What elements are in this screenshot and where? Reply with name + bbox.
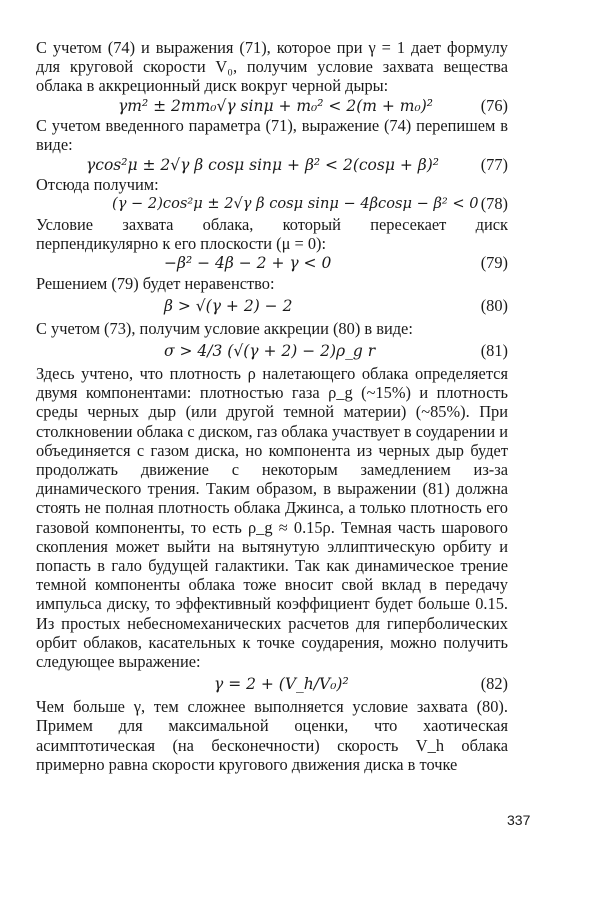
paragraph-5: Решением (79) будет неравенство: [36, 273, 275, 293]
equation-82-number: (82) [480, 674, 508, 694]
paragraph-6: С учетом (73), получим условие аккреции (80) в виде: [36, 318, 413, 338]
paragraph-8: Чем больше γ, тем сложнее выполняется условие захвата (80). Примем для максимальной оценки, что хаотическая асимптотическая (на бесконечности) скорость V_h облака примерно равна скорости кругового движения диска в точке [36, 697, 508, 774]
equation-82 [36, 671, 508, 697]
equation-81 [36, 338, 508, 364]
equation-79 [36, 253, 508, 274]
paragraph-7: Здесь учтено, что плотность ρ налетающего облака определяется двумя компонентами: плотностью газа ρ_g (~15%) и плотность среды черных дыр (или другой темной материи) (~85%). При столкновении облака с диском, газ облака участвует в соударении и объединяется с газом диска, но компонента из черных дыр будет продолжать движение с некоторым замедлением из-за динамического трения. Таким образом, в выражении (81) должна стоять не полная плотность облака Джинса, а только плотность его газовой компоненты, то есть ρ_g ≈ 0.15ρ. Темная часть шарового скопления может выйти на вытянутую эллиптическую орбиту и попасть в гало будущей галактики. Так как динамическое трение темной компоненты облака тоже вносит свой вклад в передачу импульса диску, то эффективный коэффициент будет больше 0.15. Из простых небесномеханических расчетов для гиперболических орбит облаков, касательных к точке соударения, можно получить следующее выражение: [36, 364, 508, 672]
equation-78 [36, 194, 508, 215]
paragraph-4: Условие захвата облака, который пересекает диск перпендикулярно к его плоскости (μ = 0): [36, 214, 508, 253]
equation-81-body: σ > 4/3 (√(γ + 2) − 2)ρ_g r [164, 342, 376, 361]
equation-77 [36, 155, 508, 176]
equation-77-number: (77) [480, 154, 508, 174]
equation-78-body: (γ − 2)cos²μ ± 2√γ β cosμ sinμ − 4βcosμ − β² < 0 [112, 195, 479, 213]
equation-76 [36, 96, 508, 117]
equation-76-body: γm² ± 2mm₀√γ sinμ + m₀² < 2(m + m₀)² [118, 96, 433, 115]
equation-80-number: (80) [480, 295, 508, 315]
equation-82-body: γ = 2 + (V_h/V₀)² [214, 675, 349, 694]
page-number: 337 [507, 812, 531, 828]
paragraph-3: Отсюда получим: [36, 175, 159, 195]
equation-79-number: (79) [480, 253, 508, 273]
equation-80-body: β > √(γ + 2) − 2 [164, 296, 293, 315]
equation-80 [36, 293, 508, 319]
equation-76-number: (76) [480, 95, 508, 115]
paragraph-1: С учетом (74) и выражения (71), которое при γ = 1 дает формулу для круговой скорости V₀, получим условие захвата вещества облака в аккреционный диск вокруг черной дыры: [36, 38, 508, 96]
equation-79-body: −β² − 4β − 2 + γ < 0 [164, 254, 332, 273]
paragraph-2: С учетом введенного параметра (71), выражение (74) перепишем в виде: [36, 116, 508, 155]
equation-78-number: (78) [480, 194, 508, 214]
equation-77-body: γcos²μ ± 2√γ β cosμ sinμ + β² < 2(cosμ + β)² [86, 155, 439, 174]
equation-81-number: (81) [480, 341, 508, 361]
